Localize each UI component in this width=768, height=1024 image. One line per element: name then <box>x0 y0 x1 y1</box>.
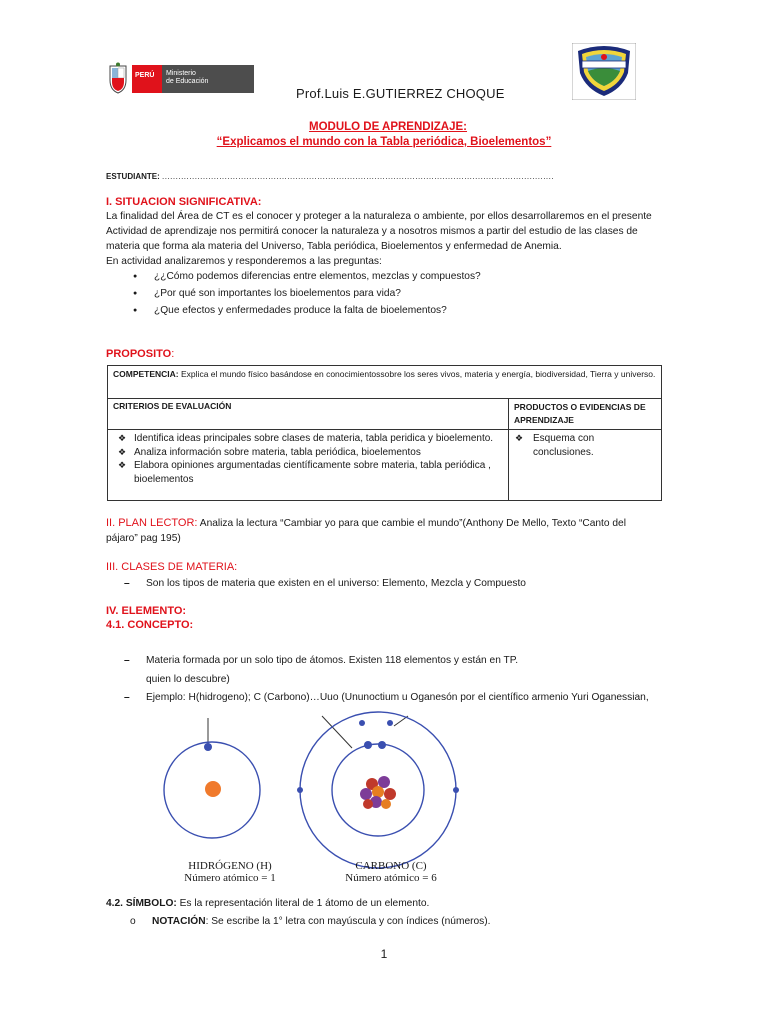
hydrogen-number: Número atómico = 1 <box>184 872 276 884</box>
purpose-table <box>107 365 662 501</box>
section4-subheading: 4.1. CONCEPTO: <box>106 619 194 631</box>
purpose-heading: PROPOSITO <box>106 348 172 360</box>
logo-ministry-line1: Ministerio <box>166 70 196 77</box>
product-item <box>515 432 656 459</box>
carbon-name: CARBONO (C) <box>355 860 427 872</box>
products-cell <box>509 430 662 501</box>
criteria-text: Analiza información sobre materia, tabla periódica, bioelementos <box>134 446 421 458</box>
list-item: ● ¿Que efectos y enfermedades produce la falta de bioelementos? <box>106 302 666 319</box>
diamond-bullet-icon: ❖ <box>515 433 524 443</box>
section4-heading: IV. ELEMENTO: <box>106 605 187 617</box>
list-item: – Materia formada por un solo tipo de átomos. Existen 118 elementos y están en TP. <box>106 652 716 669</box>
module-title-block <box>0 120 768 150</box>
section2-heading: II. PLAN LECTOR: <box>106 517 198 529</box>
nucleus-icon <box>360 776 396 809</box>
symbol-line <box>106 896 666 911</box>
list-item-cont: quien lo descubre) <box>146 674 230 685</box>
section1-line: materia que forma ala materia del Universo, Tabla periódica, Bioelementos y enfermedad de Anemia. <box>106 241 562 252</box>
module-subtitle: “Explicamos el mundo con la Tabla periódica, Bioelementos” <box>216 136 552 148</box>
school-crest-icon <box>572 43 636 100</box>
module-title: MODULO DE APRENDIZAJE: <box>308 121 468 133</box>
competency-label: COMPETENCIA: <box>113 369 179 379</box>
table-row <box>108 366 662 399</box>
school-crest <box>572 43 636 100</box>
criteria-header: CRITERIOS DE EVALUACIÓN <box>108 399 509 430</box>
logo-ministry-line2: de Educación <box>166 78 209 85</box>
student-name-blank[interactable]: ................................................................................................................................................ <box>162 172 555 181</box>
section1-line: En actividad analizaremos y responderemos a las preguntas: <box>106 256 382 267</box>
professor-name: Prof.Luis E.GUTIERREZ CHOQUE <box>296 86 505 101</box>
section2-text-cont: pájaro” pag 195) <box>106 533 181 544</box>
notation-line <box>130 914 672 929</box>
section1-line: Actividad de aprendizaje nos permitirá conocer la naturaleza y a nosotros mismos a partir del estudio de las clases de <box>106 226 638 237</box>
criteria-item <box>118 459 503 486</box>
page-number: 1 <box>380 947 388 961</box>
purpose-heading-line <box>106 348 174 360</box>
purpose-colon: : <box>171 348 175 360</box>
criteria-cell <box>108 430 509 501</box>
diamond-bullet-icon: ❖ <box>118 446 127 457</box>
carbon-label <box>326 860 456 884</box>
section2-block <box>106 516 676 546</box>
symbol-label: 4.2. SÍMBOLO: <box>106 898 177 909</box>
diamond-bullet-icon: ❖ <box>118 460 127 470</box>
section3-heading: III. CLASES DE MATERIA: <box>106 561 238 573</box>
notation-label: NOTACIÓN <box>152 916 206 927</box>
student-label: ESTUDIANTE: <box>106 172 160 181</box>
list-item: ● ¿¿Cómo podemos diferencias entre elementos, mezclas y compuestos? <box>106 268 666 285</box>
criteria-text: Elabora opiniones argumentadas científicamente sobre materia, tabla periódica , bioelementos <box>134 460 491 485</box>
product-text: Esquema con conclusiones. <box>533 433 595 458</box>
section1-line: La finalidad del Área de CT es el conocer y proteger a la naturaleza o ambiente, por ellos desarrollaremos en el presente <box>106 211 652 222</box>
competency-cell <box>108 366 662 399</box>
table-row <box>108 430 662 501</box>
symbol-text: Es la representación literal de 1 átomo de un elemento. <box>176 898 430 909</box>
table-row <box>108 399 662 430</box>
section1-heading: I. SITUACION SIGNIFICATIVA: <box>106 196 262 208</box>
student-line <box>106 172 554 181</box>
list-item: – Son los tipos de materia que existen en el universo: Elemento, Mezcla y Compuesto <box>106 575 706 592</box>
competency-text: Explica el mundo físico basándose en conocimientossobre los seres vivos, materia y energía, biodiversidad, Tierra y universo. <box>181 369 656 379</box>
list-item: ● ¿Por qué son importantes los bioelementos para vida? <box>106 285 666 302</box>
circle-bullet-icon: o <box>130 916 136 927</box>
section2-text: Analiza la lectura “Cambiar yo para que cambie el mundo”(Anthony De Mello, Texto “Canto del <box>197 518 626 529</box>
criteria-item <box>118 446 503 460</box>
diamond-bullet-icon: ❖ <box>118 433 127 443</box>
logo-country-text: PERÚ <box>135 72 155 79</box>
atom-figure <box>150 708 480 894</box>
section1-paragraph <box>106 209 666 269</box>
hydrogen-name: HIDRÓGENO (H) <box>188 860 272 872</box>
criteria-item <box>118 432 503 446</box>
list-item: – Ejemplo: H(hidrogeno); C (Carbono)…Uuo (Ununoctium u Oganesón por el científico armenio Yuri Oganessian, <box>106 689 716 706</box>
products-header: PRODUCTOS O EVIDENCIAS DE APRENDIZAJE <box>509 399 662 430</box>
notation-text: : Se escribe la 1° letra con mayúscula y con índices (números). <box>205 916 491 927</box>
questions-list <box>106 268 666 319</box>
hydrogen-label <box>170 860 290 884</box>
criteria-text: Identifica ideas principales sobre clases de materia, tabla peridica y bioelemento. <box>134 433 494 444</box>
ministry-logo <box>104 62 254 96</box>
carbon-number: Número atómico = 6 <box>345 872 437 884</box>
